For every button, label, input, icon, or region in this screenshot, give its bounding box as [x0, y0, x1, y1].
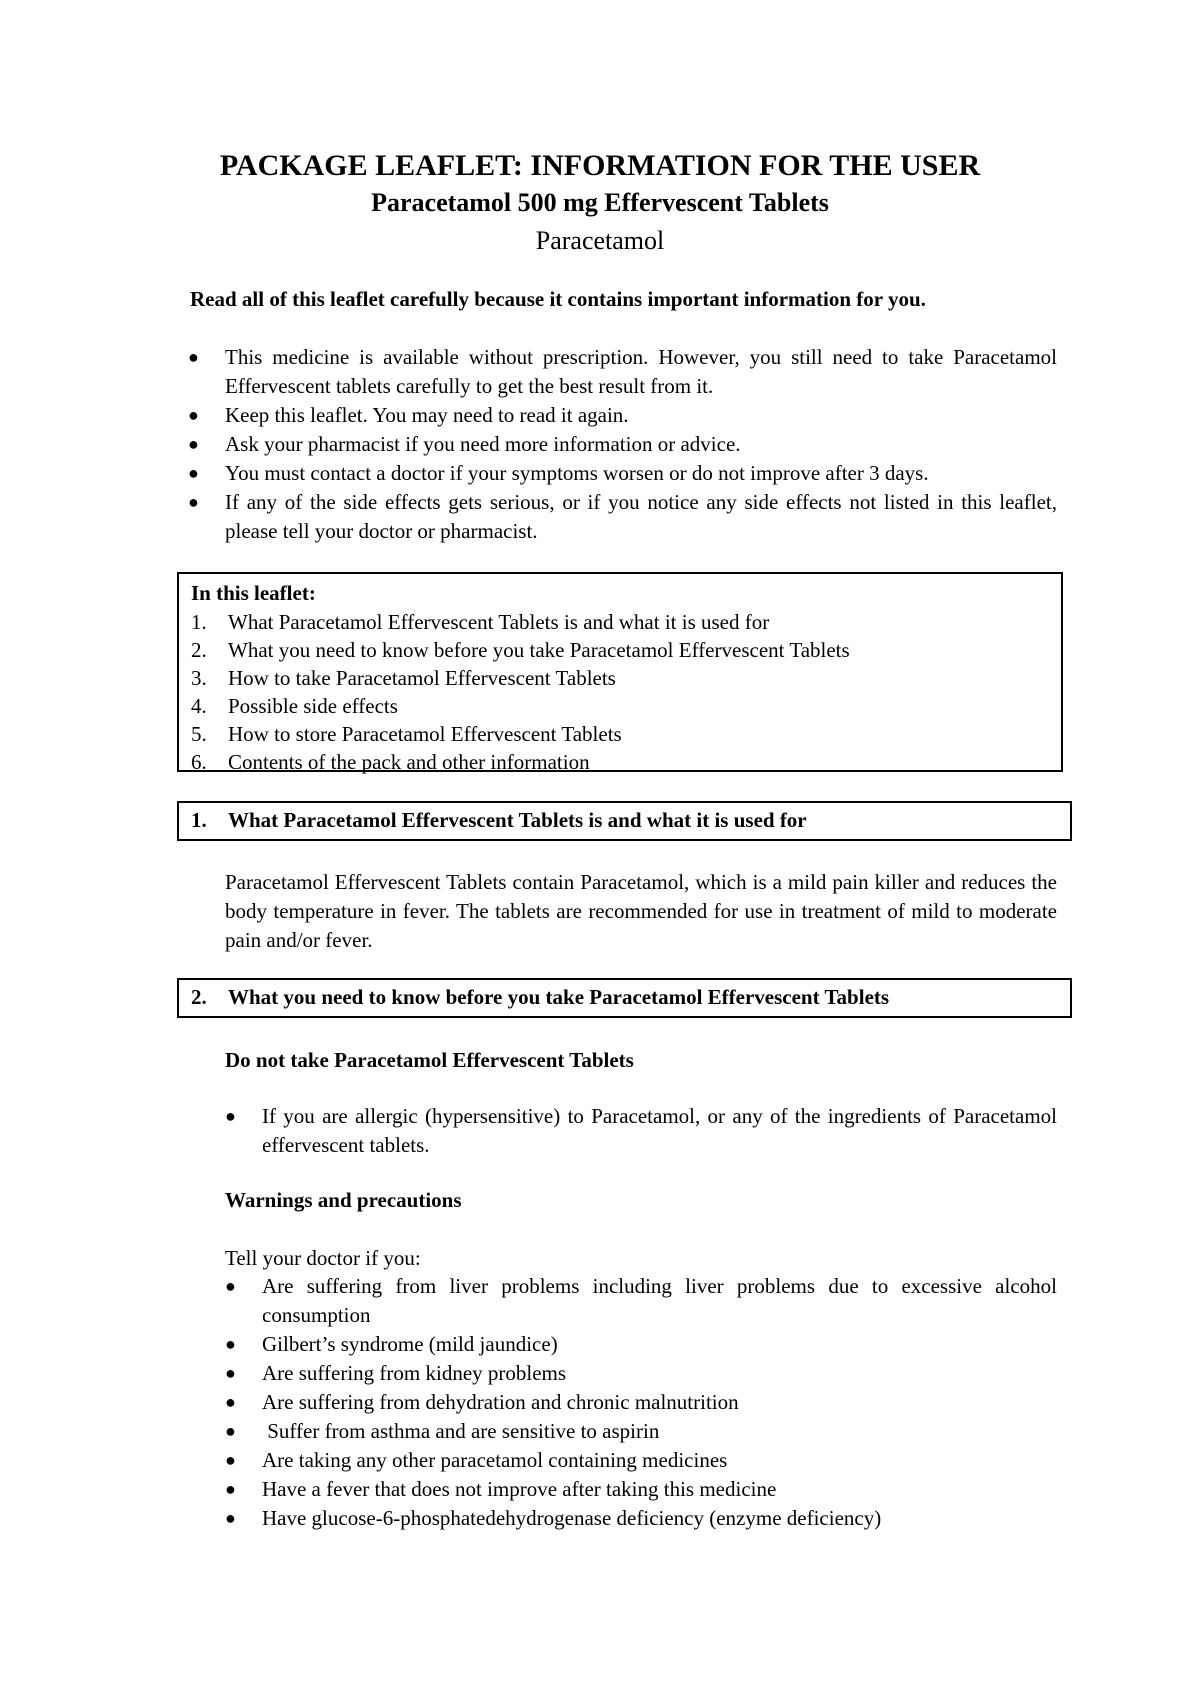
- warnings-list: [225, 1272, 1057, 1533]
- toc-list: [191, 608, 1051, 776]
- tell-doctor-text: Tell your doctor if you:: [225, 1246, 421, 1270]
- warning-bullet: ● Have a fever that does not improve after taking this medicine: [262, 1475, 1057, 1504]
- toc-item: 2. What you need to know before you take Paracetamol Effervescent Tablets: [191, 638, 850, 662]
- bullet-icon: ●: [188, 347, 199, 367]
- warning-bullet: ● Are suffering from liver problems including liver problems due to excessive alcohol consumption: [225, 1274, 1057, 1327]
- warning-bullet: ● Have glucose-6-phosphatedehydrogenase deficiency (enzyme deficiency): [262, 1504, 1057, 1533]
- intro-bullet: ● This medicine is available without prescription. However, you still need to take Paracetamol Effervescent tablets carefully to get the best result from it.: [188, 345, 1057, 398]
- bullet-icon: ●: [225, 1479, 236, 1499]
- bullet-icon: ●: [188, 405, 199, 425]
- warning-bullet: ● Are taking any other paracetamol containing medicines: [262, 1446, 1057, 1475]
- bullet-icon: ●: [225, 1276, 236, 1296]
- toc-item: 1. What Paracetamol Effervescent Tablets is and what it is used for: [191, 610, 770, 634]
- read-leaflet-heading: Read all of this leaflet carefully because it contains important information for you.: [190, 287, 926, 311]
- bullet-icon: ●: [225, 1421, 236, 1441]
- toc-item: 4. Possible side effects: [191, 694, 398, 718]
- toc-item: 3. How to take Paracetamol Effervescent Tablets: [191, 666, 616, 690]
- leaflet-title: PACKAGE LEAFLET: INFORMATION FOR THE USER: [219, 149, 981, 182]
- warning-bullet: ● Are suffering from kidney problems: [262, 1359, 1057, 1388]
- section-2-heading: 2. What you need to know before you take Paracetamol Effervescent Tablets: [177, 978, 1072, 1018]
- intro-bullet: ● Ask your pharmacist if you need more information or advice.: [225, 430, 1057, 459]
- warning-bullet: ● Suffer from asthma and are sensitive to aspirin: [262, 1417, 1057, 1446]
- toc-item: 6. Contents of the pack and other information: [191, 750, 590, 774]
- do-not-take-heading: Do not take Paracetamol Effervescent Tablets: [225, 1048, 634, 1072]
- bullet-icon: ●: [188, 463, 199, 483]
- active-substance: Paracetamol: [535, 226, 665, 255]
- bullet-icon: ●: [225, 1450, 236, 1470]
- warnings-heading: Warnings and precautions: [225, 1188, 462, 1212]
- do-not-take-list: [225, 1102, 1057, 1160]
- bullet-icon: ●: [188, 492, 199, 512]
- bullet-icon: ●: [225, 1363, 236, 1383]
- section-1-heading: 1. What Paracetamol Effervescent Tablets is and what it is used for: [177, 801, 1072, 841]
- bullet-icon: ●: [188, 434, 199, 454]
- do-not-take-bullet: ● If you are allergic (hypersensitive) to Paracetamol, or any of the ingredients of Paracetamol effervescent tablets.: [225, 1104, 1057, 1157]
- intro-bullet: ● You must contact a doctor if your symptoms worsen or do not improve after 3 days.: [225, 459, 1057, 488]
- section-1-body: Paracetamol Effervescent Tablets contain Paracetamol, which is a mild pain killer and reduces the body temperature in fever. The tablets are recommended for use in treatment of mild to moderate pain and/or fever.: [225, 870, 1057, 952]
- intro-bullet-list: [188, 343, 1057, 546]
- bullet-icon: ●: [225, 1392, 236, 1412]
- product-name: Paracetamol 500 mg Effervescent Tablets: [371, 188, 829, 217]
- bullet-icon: ●: [225, 1106, 236, 1126]
- toc-heading: In this leaflet:: [191, 581, 316, 605]
- bullet-icon: ●: [225, 1508, 236, 1528]
- intro-bullet: ● Keep this leaflet. You may need to read it again.: [225, 401, 1057, 430]
- intro-bullet: ● If any of the side effects gets serious, or if you notice any side effects not listed in this leaflet, please tell your doctor or pharmacist.: [188, 490, 1057, 543]
- warning-bullet: ● Are suffering from dehydration and chronic malnutrition: [262, 1388, 1057, 1417]
- warning-bullet: ● Gilbert’s syndrome (mild jaundice): [262, 1330, 1057, 1359]
- table-of-contents: [177, 572, 1063, 772]
- bullet-icon: ●: [225, 1334, 236, 1354]
- toc-item: 5. How to store Paracetamol Effervescent Tablets: [191, 722, 622, 746]
